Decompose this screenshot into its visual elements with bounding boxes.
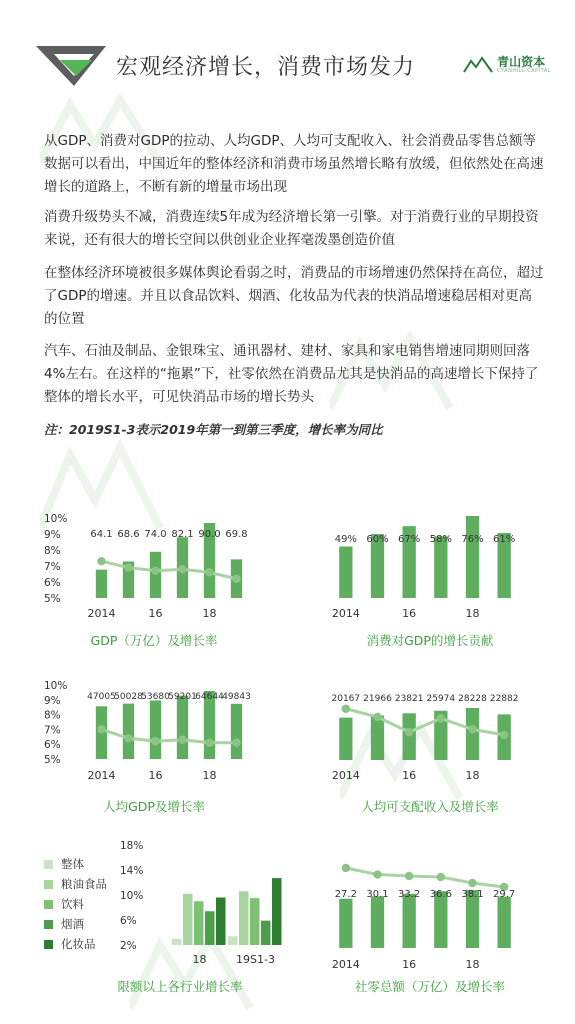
- y-tick-label: 10%: [120, 890, 144, 902]
- legend-swatch: [44, 920, 53, 929]
- y-tick-label: 6%: [44, 577, 61, 589]
- data-label: 64644: [195, 692, 224, 702]
- x-tick-label: 18: [465, 607, 480, 620]
- x-tick-label: 16: [402, 607, 417, 620]
- growth-rate-point: [437, 873, 445, 881]
- y-tick-label: 10%: [44, 680, 68, 692]
- growth-rate-point: [205, 739, 213, 747]
- bar: [403, 713, 416, 760]
- growth-rate-point: [178, 736, 186, 744]
- growth-rate-point: [178, 565, 186, 573]
- growth-rate-point: [405, 872, 413, 880]
- header-logo-shape: [36, 46, 106, 86]
- bar: [205, 911, 215, 945]
- bar: [498, 897, 511, 948]
- y-tick-label: 6%: [120, 915, 137, 927]
- data-label: 38.1: [461, 889, 484, 900]
- x-tick-label: 16: [148, 607, 163, 620]
- gdp-chart-caption: GDP（万亿）及增长率: [90, 633, 218, 648]
- data-label: 67%: [398, 534, 421, 545]
- bar: [261, 921, 271, 945]
- brand-subtitle: CYANHILL CAPITAL: [497, 68, 551, 74]
- industry-chart-caption: 限额以上各行业增长率: [117, 979, 243, 994]
- paragraph-4: 汽车、石油及制品、金银珠宝、通讯器材、建材、家具和家电销售增速同期则回落4%左右。在这样的“拖累”下，社零依然在消费品尤其是快消品的高速增长下保持了整体的增长水平，可见快消品市场的增长势头: [44, 343, 539, 405]
- data-label: 58%: [429, 534, 452, 545]
- data-label: 69.8: [225, 529, 248, 540]
- data-label: 33.2: [398, 889, 421, 900]
- consumption-chart: [330, 505, 530, 625]
- data-label: 20167: [331, 694, 361, 704]
- growth-rate-point: [500, 731, 508, 739]
- retail-chart: [330, 840, 530, 970]
- legend-label: 饮料: [61, 897, 84, 911]
- data-label: 36.6: [429, 889, 452, 900]
- growth-rate-line: [346, 709, 504, 735]
- x-tick-label: 19S1-3: [236, 953, 275, 966]
- gdp-chart: [44, 505, 264, 625]
- data-label: 22882: [489, 694, 519, 704]
- x-tick-label: 2014: [87, 607, 116, 620]
- bar: [339, 899, 352, 948]
- bar: [150, 700, 161, 759]
- bar: [371, 715, 384, 760]
- bar: [466, 708, 479, 760]
- data-label: 29.7: [493, 889, 516, 900]
- legend-swatch: [44, 860, 53, 869]
- data-label: 49843: [222, 692, 251, 702]
- bar: [194, 901, 204, 945]
- bar: [177, 696, 188, 759]
- growth-rate-point: [205, 568, 213, 576]
- growth-rate-point: [373, 713, 381, 721]
- x-tick-label: 2014: [87, 769, 116, 782]
- y-tick-label: 7%: [44, 724, 61, 737]
- consumption-chart-caption: 消费对GDP的增长贡献: [366, 633, 494, 648]
- gdp-per-capita-chart: [44, 672, 264, 787]
- x-tick-label: 18: [465, 769, 480, 782]
- growth-rate-point: [151, 737, 159, 745]
- y-tick-label: 10%: [44, 513, 68, 525]
- bar: [339, 547, 352, 598]
- legend-swatch: [44, 880, 53, 889]
- data-label: 47005: [87, 692, 116, 702]
- data-label: 61%: [493, 534, 516, 545]
- bar: [466, 516, 479, 598]
- legend-label: 粮油食品: [61, 877, 107, 891]
- y-tick-label: 5%: [44, 754, 61, 766]
- x-tick-label: 16: [148, 769, 163, 782]
- industry-legend: [44, 854, 107, 954]
- legend-label: 烟酒: [61, 917, 84, 931]
- data-label: 50028: [114, 692, 143, 702]
- data-label: 23821: [394, 694, 424, 704]
- bar: [228, 936, 238, 945]
- bar: [96, 570, 107, 598]
- y-tick-label: 8%: [44, 545, 61, 557]
- paragraph-2: 消费升级势头不减，消费连续5年成为经济增长第一引擎。对于消费行业的早期投资来说，还有很大的增长空间以供创业企业挥毫泼墨创造价值: [44, 209, 539, 248]
- legend-label: 化妆品: [61, 937, 96, 951]
- legend-swatch: [44, 940, 53, 949]
- data-label: 28228: [458, 694, 487, 704]
- chart-note: 注：2019S1-3表示2019年第一到第三季度，增长率为同比: [44, 422, 383, 437]
- growth-rate-point: [468, 879, 476, 887]
- growth-rate-point: [405, 728, 413, 736]
- bar: [371, 896, 384, 948]
- bar: [239, 891, 249, 945]
- gdp-per-capita-chart-caption: 人均GDP及增长率: [103, 799, 205, 814]
- x-tick-label: 18: [202, 607, 217, 620]
- growth-rate-line: [102, 561, 237, 579]
- y-tick-label: 5%: [44, 593, 61, 605]
- bar: [272, 878, 282, 945]
- growth-rate-line: [346, 868, 504, 887]
- growth-rate-point: [342, 864, 350, 872]
- y-tick-label: 8%: [44, 709, 61, 722]
- paragraph-1: 从GDP、消费对GDP的拉动、人均GDP、人均可支配收入、社会消费品零售总额等数据可以看出，中国近年的整体经济和消费市场虽然增长略有放缓，但依然处在高速增长的道路上，不断有新的增量市场出现: [44, 133, 544, 195]
- bar: [172, 939, 182, 945]
- data-label: 53680: [141, 692, 170, 702]
- bar: [216, 898, 226, 946]
- data-label: 59201: [168, 692, 197, 702]
- bar: [123, 704, 134, 759]
- bar: [231, 704, 242, 759]
- bar: [434, 536, 447, 598]
- y-tick-label: 2%: [120, 940, 137, 952]
- growth-rate-point: [97, 557, 105, 565]
- growth-rate-point: [342, 705, 350, 713]
- data-label: 68.6: [117, 529, 140, 540]
- data-label: 30.1: [366, 889, 389, 900]
- data-label: 25974: [426, 694, 456, 704]
- x-tick-label: 16: [402, 958, 417, 970]
- disposable-income-chart-caption: 人均可支配收入及增长率: [361, 799, 499, 814]
- x-tick-label: 2014: [331, 958, 360, 970]
- brand-logo: [463, 56, 551, 74]
- legend-item: [44, 894, 107, 914]
- x-tick-label: 2014: [331, 607, 360, 620]
- growth-rate-point: [232, 739, 240, 747]
- legend-swatch: [44, 900, 53, 909]
- retail-chart-caption: 社零总额（万亿）及增长率: [354, 979, 505, 994]
- y-tick-label: 14%: [120, 865, 144, 877]
- legend-item: [44, 934, 107, 954]
- paragraph-3: 在整体经济环境被很多媒体舆论看弱之时，消费品的市场增速仍然保持在高位，超过了GDP的增速。并且以食品饮料、烟酒、化妆品为代表的快消品增速稳居相对更高的位置: [44, 265, 544, 327]
- brand-name: 青山资本: [497, 55, 546, 69]
- bar: [339, 718, 352, 760]
- disposable-income-chart: [330, 690, 530, 790]
- y-tick-label: 18%: [120, 840, 144, 852]
- data-label: 82.1: [171, 529, 194, 540]
- legend-item: [44, 874, 107, 894]
- industry-chart: [120, 835, 285, 970]
- growth-rate-point: [151, 567, 159, 575]
- x-tick-label: 18: [465, 958, 480, 970]
- bar: [250, 898, 260, 945]
- growth-rate-point: [232, 575, 240, 583]
- bar: [183, 894, 193, 945]
- y-tick-label: 9%: [44, 694, 61, 707]
- x-tick-label: 18: [192, 953, 207, 966]
- data-label: 49%: [334, 534, 357, 545]
- data-label: 64.1: [90, 529, 113, 540]
- data-label: 74.0: [144, 529, 167, 540]
- legend-label: 整体: [61, 857, 84, 871]
- growth-rate-point: [124, 734, 132, 742]
- legend-item: [44, 914, 107, 934]
- mountain-icon: [463, 56, 493, 74]
- y-tick-label: 9%: [44, 529, 61, 541]
- x-tick-label: 18: [202, 769, 217, 782]
- y-tick-label: 7%: [44, 561, 61, 573]
- data-label: 27.2: [334, 889, 357, 900]
- data-label: 76%: [461, 534, 484, 545]
- data-label: 90.0: [198, 529, 221, 540]
- growth-rate-point: [124, 563, 132, 571]
- page-title: 宏观经济增长，消费市场发力: [116, 55, 416, 80]
- x-tick-label: 16: [402, 769, 417, 782]
- growth-rate-point: [373, 870, 381, 878]
- data-label: 60%: [366, 534, 389, 545]
- growth-rate-point: [468, 725, 476, 733]
- y-tick-label: 6%: [44, 739, 61, 752]
- growth-rate-line: [102, 729, 237, 742]
- data-label: 21966: [363, 694, 392, 704]
- growth-rate-point: [97, 725, 105, 733]
- x-tick-label: 2014: [331, 769, 360, 782]
- bar: [403, 894, 416, 948]
- legend-item: [44, 854, 107, 874]
- growth-rate-point: [437, 714, 445, 722]
